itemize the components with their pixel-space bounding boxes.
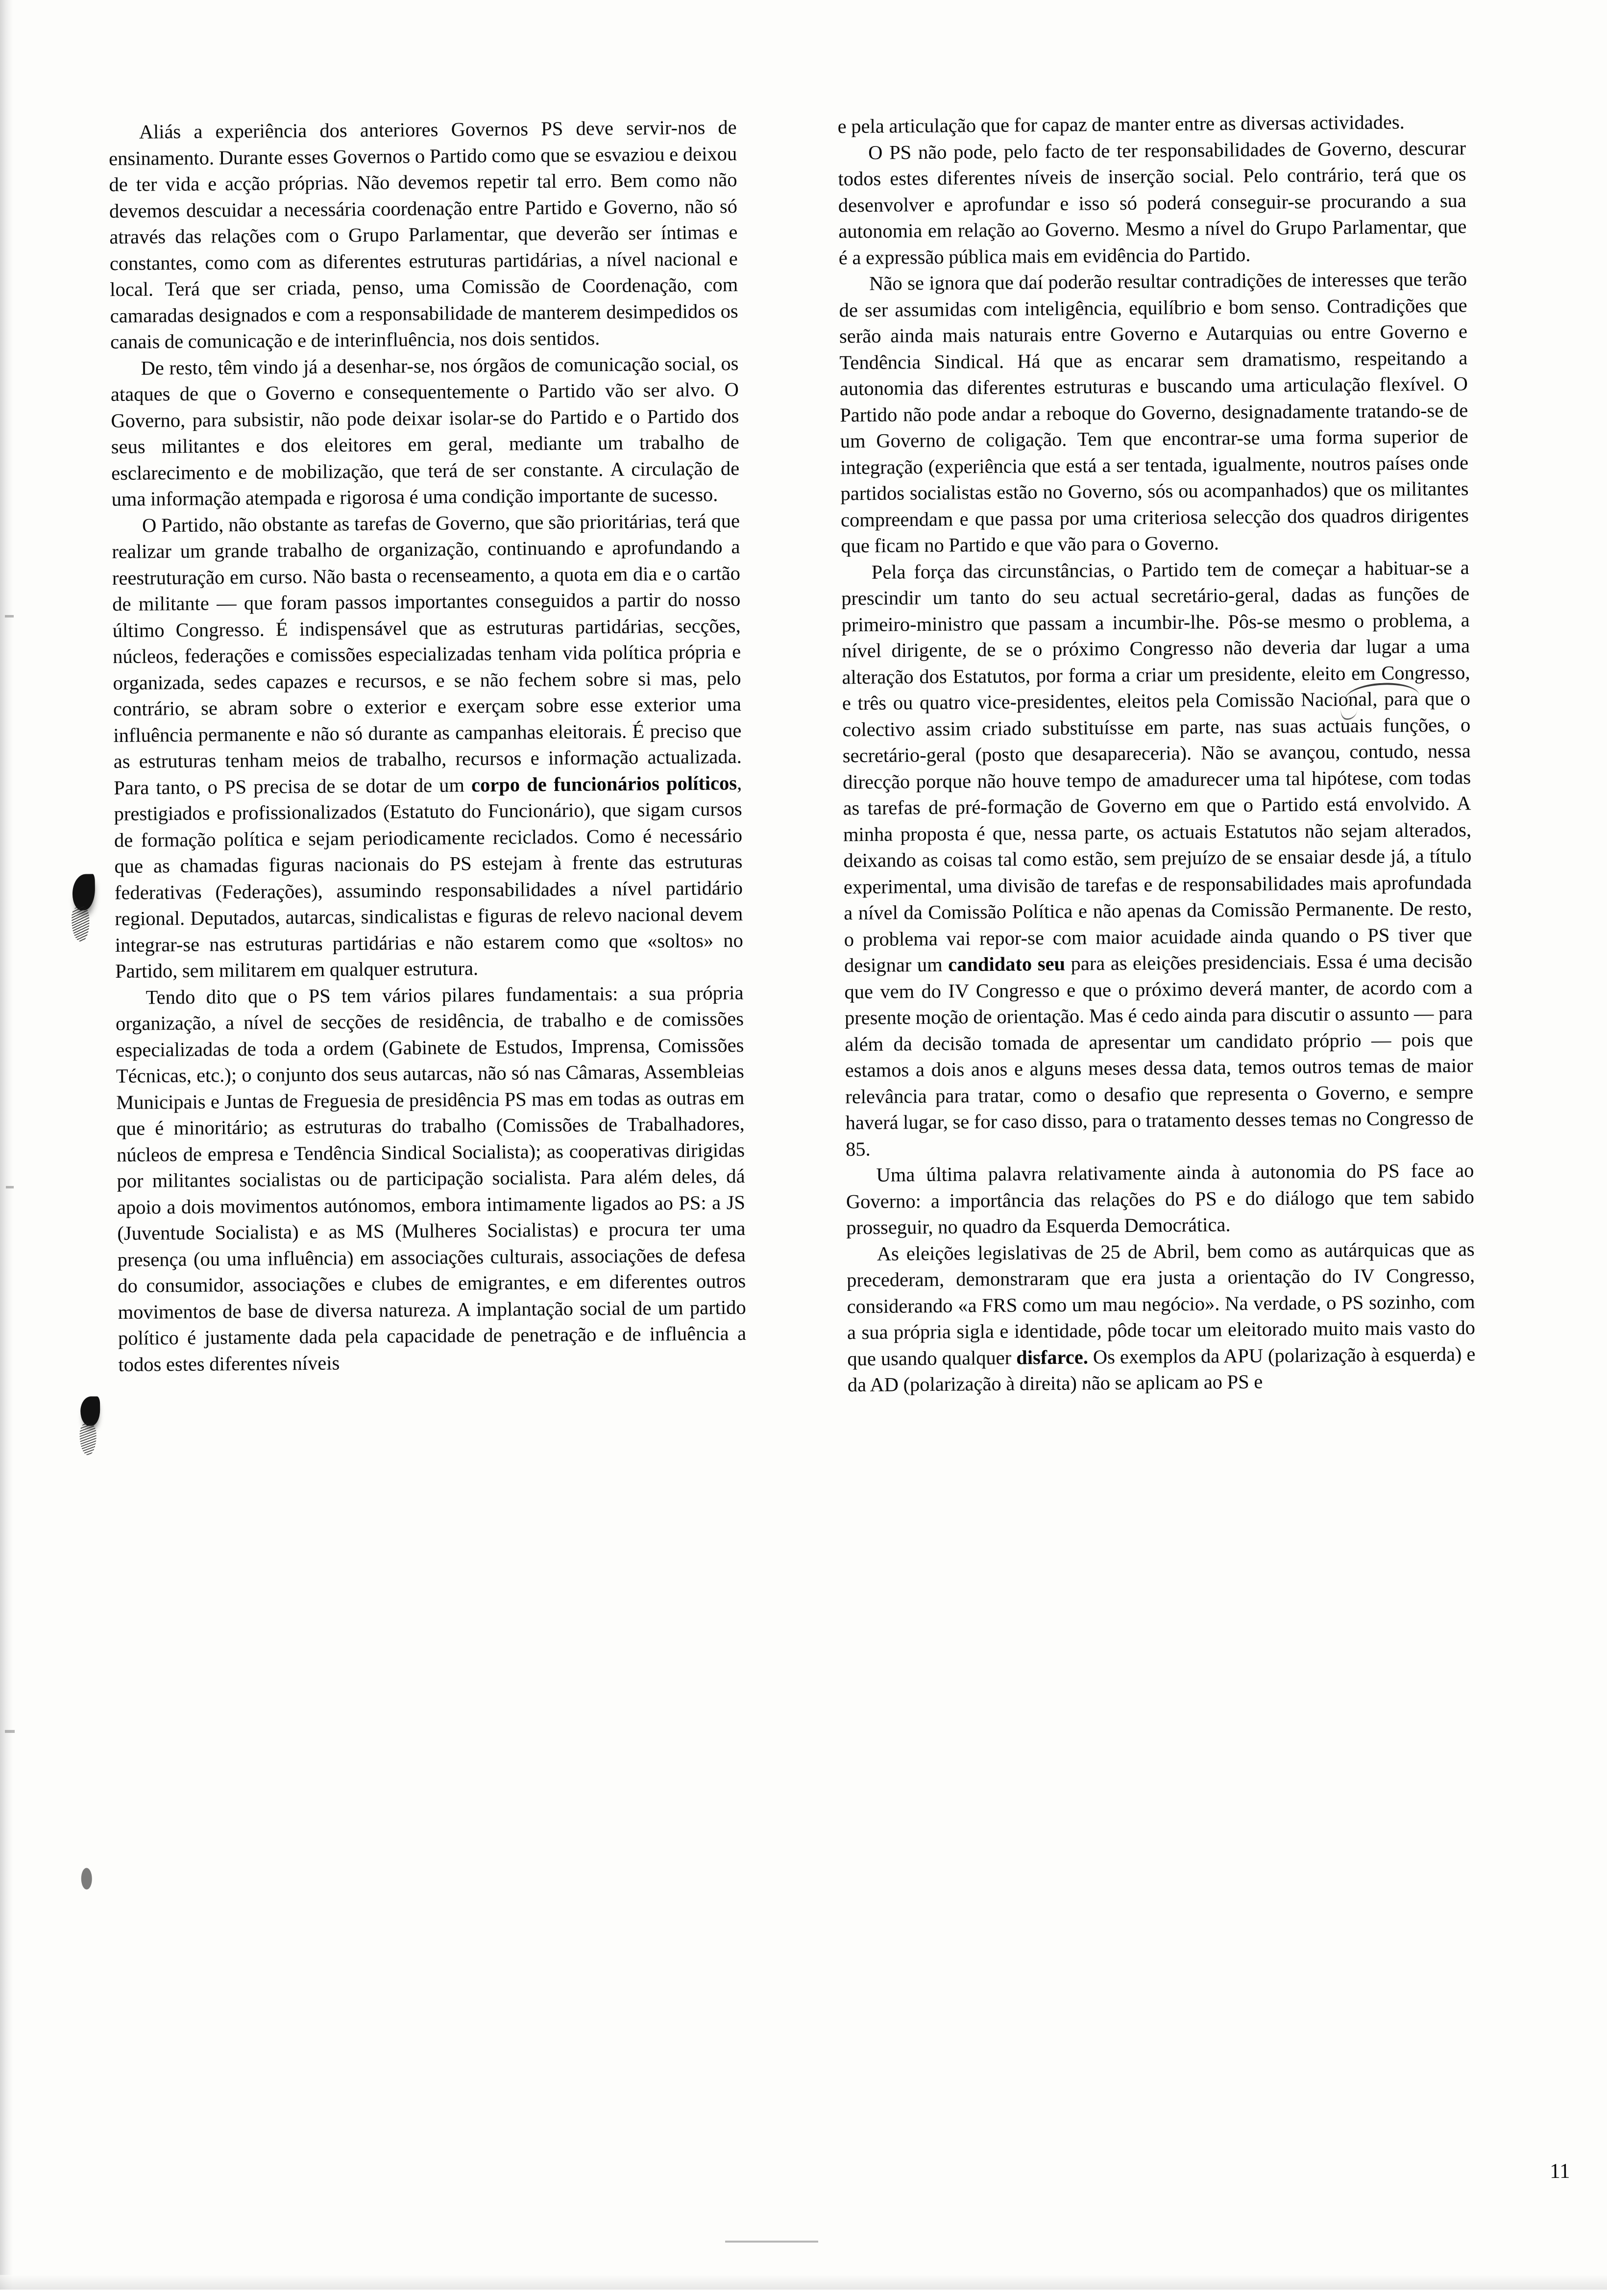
text-run: Os exemplos da APU (polarização à esquerda) e da AD (polarização à direita) não se aplicam ao PS e [847,1342,1476,1396]
text-run: O Partido, não obstante as tarefas de Governo, que são prioritárias, terá que realizar um grande trabalho de organização, continuando e aprofundando a reestruturação em curso. Não basta o recenseamento, a quota em dia e o cartão de militante — que foram passos importantes conseguidos a partir do nosso último Congresso. É indispensável que as estruturas partidárias, secções, núcleos, federações e comissões especializadas tenham vida política própria e organizada, sedes capazes e recursos, e se não fechem sobre si mas, pelo contrário, se abram sobre o exterior e exerçam sobre esse exterior uma influência permanente e não só durante as campanhas eleitorais. É preciso que as estruturas tenham meios de trabalho, recursos e informação actualizada. Para tanto, o PS precisa de se dotar de um [112,509,742,799]
text-run: para as eleições presidenciais. Essa é uma decisão que vem do IV Congresso e que o próximo deverá manter, de acordo com a presente moção de orientação. Mas é cedo ainda para discutir o assunto — para além da decisão tomada de apresentar um candidato próprio — pois que estamos a dois anos e alguns meses dessa data, temos outros temas de maior relevância para tratar, como o desafio que representa o Governo, e sempre haverá lugar, se for caso disso, para o tratamento desses temas no Congresso de 85. [844,949,1474,1160]
paragraph [110,350,739,512]
text-run: O PS não pode, pelo facto de ter responsabilidades de Governo, descurar todos estes diferentes níveis de inserção social. Pelo contrário, terá que os desenvolver e aprofundar e isso só poderá conseguir-se procurando a sua autonomia em relação ao Governo. Mesmo a nível do Grupo Parlamentar, que é a expressão pública mais em evidência do Partido. [838,136,1467,269]
paragraph [847,1236,1476,1398]
emphasised-text: disfarce. [1016,1345,1089,1369]
page-number: 11 [1549,2159,1570,2183]
text-run: Aliás a experiência dos anteriores Governos PS deve servir-nos de ensinamento. Durante esses Governos o Partido como que se esvaziou e deixou de ter vida e acção próprias. Não devemos repetir tal erro. Bem como não devemos descuidar a necessária coordenação entre Partido e Governo, não só através das relações com o Grupo Parlamentar, que deverão ser íntimas e constantes, como com as diferentes estruturas partidárias, a nível nacional e local. Terá que ser criada, penso, uma Comissão de Coordenação, com camaradas designados e com a responsabilidade de manterem desimpedidos os canais de comunicação e de interinfluência, nos dois sentidos. [108,116,738,353]
paragraph [109,114,739,355]
text-run: Uma última palavra relativamente ainda à autonomia do PS face ao Governo: a importância das relações do PS e do diálogo que tem sabido prosseguir, no quadro da Esquerda Democrática. [846,1159,1475,1239]
paragraph [838,135,1467,271]
ink-blemish-icon [72,906,90,941]
ink-blemish-icon [81,1868,92,1889]
paragraph [846,1157,1474,1241]
paragraph [837,108,1465,140]
text-run: As eleições legislativas de 25 de Abril, bem como as autárquicas que as precederam, demonstraram que era justa a orientação do IV Congresso, considerando «a FRS como um mau negócio». Na verdade, o PS sozinho, com a sua própria sigla e identidade, pôde tocar um eleitorado muito mais vasto do que usando qualquer [846,1237,1476,1370]
text-run: De resto, têm vindo já a desenhar-se, nos órgãos de comunicação social, os ataques de que o Governo e consequentemente o Partido vão ser alvo. O Governo, para subsistir, não pode deixar isolar-se do Partido e o Partido dos seus militantes e dos eleitores em geral, mediante um trabalho de esclarecimento e de mobilização, que terá de ser constante. A circulação de uma informação atempada e rigorosa é uma condição importante de sucesso. [110,352,740,511]
text-run: Não se ignora que daí poderão resultar contradições de interesses que terão de ser assumidas com inteligência, equilíbrio e bom senso. Contradições que serão ainda mais naturais entre Governo e Autarquias ou entre Governo e Tendência Sindical. Há que as encarar sem dramatismo, respeitando a autonomia das diferentes estruturas e buscando uma articulação flexível. O Partido não pode andar a reboque do Governo, designadamente tratando-se de um Governo de coligação. Tem que encontrar-se uma forma superior de integração (experiência que está a ser tentada, igualmente, noutros países onde partidos socialistas estão no Governo, sós ou acompanhados) que os militantes compreendam e que passa por uma criteriosa selecção dos quadros dirigentes que ficam no Partido e que vão para o Governo. [839,268,1469,557]
ink-blemish-icon [79,1423,97,1455]
text-run: e pela articulação que for capaz de manter entre as diversas actividades. [837,111,1405,138]
paragraph [841,554,1474,1162]
paragraph [115,979,746,1378]
emphasised-text: corpo de funcionários políticos [471,771,737,796]
ink-blemish-icon [80,1396,100,1426]
text-run: Pela força das circunstâncias, o Partido tem de começar a habituar-se a prescindir um tanto do seu actual secretário-geral, dadas as funções de primeiro-ministro que passam a incumbir-lhe. Pôs-se mesmo o problema, a nível dirigente, de se o próximo Congresso não deveria dar lugar a uma alteração dos Estatutos, por forma a criar um presidente, eleito em Congresso, e três ou quatro vice-presidentes, eleitos pela Comissão Nacional, para que o colectivo assim criado substituísse em parte, nas suas actuais funções, o secretário-geral (posto que desapareceria). Não se avançou, contudo, nessa direcção porque não houve tempo de amadurecer uma tal hipótese, com todas as tarefas de pré-formação de Governo em que o Partido está envolvido. A minha proposta é que, nessa parte, os actuais Estatutos não sejam alterados, deixando as coisas tal como estão, sem prejuízo de se ensaiar desde já, a título experimental, uma divisão de tarefas e de responsabilidades mais aprofundada a nível da Comissão Política e não apenas da Comissão Permanente. De resto, o problema vai repor-se com maior acuidade ainda quando o PS tiver que designar um [841,556,1472,977]
paragraph [839,266,1469,559]
emphasised-text: candidato seu [948,952,1066,976]
column-right [837,108,1476,1398]
text-run: Tendo dito que o PS tem vários pilares fundamentais: a sua própria organização, a nível de secções de residência, de trabalho e de comissões especializadas de toda a ordem (Gabinete de Estudos, Imprensa, Comissões Técnicas, etc.); o conjunto dos seus autarcas, não só nas Câmaras, Assembleias Municipais e Juntas de Freguesia de presidência PS mas em todas as outras em que é minoritário; as estruturas do trabalho (Comissões de Trabalhadores, núcleos de empresa e Tendência Sindical Socialista); as cooperativas dirigidas por militantes socialistas ou de participação socialista. Para além deles, dá apoio a dois movimentos autónomos, embora intimamente ligados ao PS: a JS (Juventude Socialista) e as MS (Mulheres Socialistas) e procura ter uma presença (ou uma influência) em associações culturais, associações de defesa do consumidor, associações e clubes de emigrantes, e em diferentes outros movimentos de base de diversa natureza. A implantação social de um partido político é justamente dada pela capacidade de penetração e de influência a todos estes diferentes níveis [115,981,747,1376]
column-left [109,114,747,1378]
ink-blemish-icon [73,874,96,910]
text-run: , prestigiados e profissionalizados (Estatuto do Funcionário), que sigam cursos de formação política e sejam periodicamente reciclados. Como é necessário que as chamadas figuras nacionais do PS estejam à frente das estruturas federativas (Federações), assumindo responsabilidades a nível partidário regional. Deputados, autarcas, sindicalistas e figuras de relevo nacional devem integrar-se nas estruturas partidárias e não estarem como que «soltos» no Partido, sem militarem em qualquer estrutura. [114,771,743,983]
paragraph [112,507,744,984]
